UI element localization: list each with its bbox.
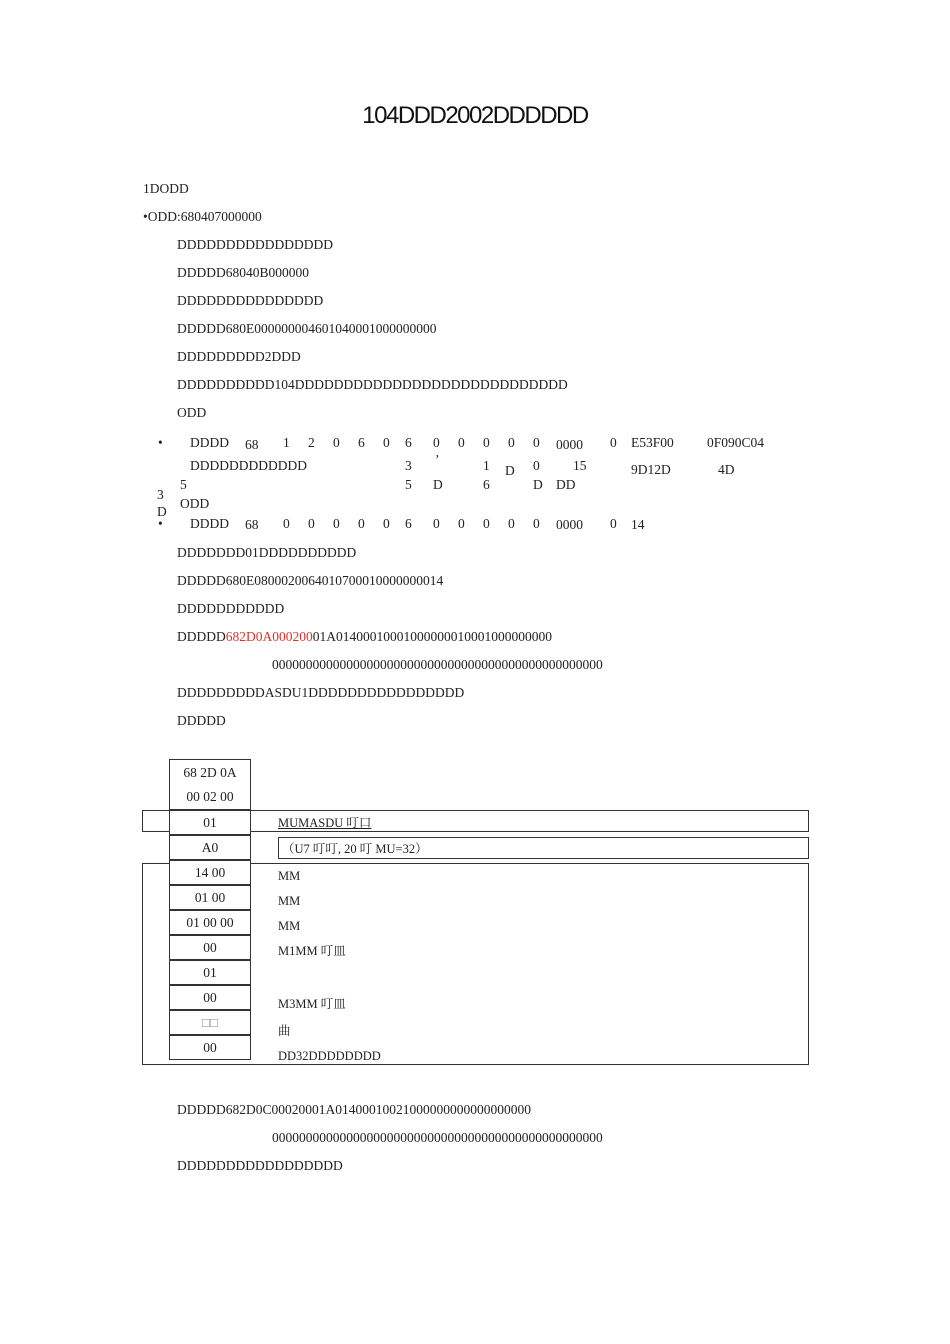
- byte-cut: D: [433, 477, 443, 492]
- byte-cut: DD: [556, 477, 576, 492]
- row-label: DDDD: [190, 435, 229, 450]
- table-cell: 00: [169, 935, 251, 960]
- text-line: DDDDDDDDDDDDDDDD: [177, 237, 333, 252]
- text-line: DDDDDDDDDDDDDDDDD: [177, 1158, 343, 1173]
- text-line: DDDDDDDDDDD: [177, 601, 285, 616]
- text-line: DDDDDDDDD2DDD: [177, 349, 301, 364]
- text-line: DDDDD68040B000000: [177, 265, 310, 280]
- byte-cut: D: [533, 477, 543, 492]
- table-cell: □□: [169, 1010, 251, 1035]
- odd-line: •ODD:680407000000: [143, 209, 262, 224]
- byte-cell: 14: [631, 517, 645, 532]
- text-line: DDDDDDD01DDDDDDDDDD: [177, 545, 357, 560]
- byte-cell: 0: [483, 435, 490, 450]
- frame-header-highlight: 682D0A000200: [225, 629, 313, 644]
- field-description: 曲: [278, 1024, 291, 1038]
- byte-cell: 0: [283, 516, 290, 531]
- byte-cell: 0: [308, 516, 315, 531]
- byte-row-2: [140, 512, 820, 536]
- byte-cell: 0: [508, 516, 515, 531]
- table-cell: 01: [169, 960, 251, 985]
- asdu-description: MUMASDU 叮口: [278, 816, 372, 830]
- byte-cell: E53F00: [631, 435, 674, 450]
- field-description: M1MM 叮皿: [278, 944, 346, 958]
- table-cell: A0: [169, 835, 251, 860]
- byte-cut: 6: [483, 477, 490, 492]
- byte-sub: 15: [573, 458, 587, 473]
- byte-cell: 0000: [556, 437, 583, 452]
- table-cell: 01 00: [169, 885, 251, 910]
- text-line: DDDDD: [177, 713, 226, 728]
- fragment-text: 3: [157, 487, 164, 502]
- byte-cell: 0: [358, 516, 365, 531]
- bullet: •: [158, 435, 163, 450]
- byte-sub: ’: [435, 452, 440, 467]
- byte-cell: 0: [508, 435, 515, 450]
- frame-body: 01A01400010001000000010001000000000: [312, 629, 552, 644]
- byte-cell: 6: [405, 516, 412, 531]
- byte-cell: 0: [333, 516, 340, 531]
- table-cell: 00 02 00: [169, 785, 251, 810]
- text-line: ODD: [177, 405, 207, 420]
- text-line: DDDDD682D0C00020001A01400010021000000000000000000: [177, 1102, 531, 1117]
- byte-sub: 1: [483, 458, 490, 473]
- row-label-sub: DDDDDDDDDDDD: [190, 458, 307, 473]
- byte-cell: 0: [383, 435, 390, 450]
- field-description: MM: [278, 919, 301, 933]
- fragment-text: D: [157, 504, 167, 519]
- byte-sub: 3: [405, 458, 412, 473]
- byte-cell: 0000: [556, 517, 583, 532]
- byte-cell: 0: [483, 516, 490, 531]
- byte-cell: 0: [610, 435, 617, 450]
- byte-cut: 5: [405, 477, 412, 492]
- byte-cell: 68: [245, 437, 259, 452]
- byte-cell: 0: [433, 435, 440, 450]
- byte-cell: 68: [245, 517, 259, 532]
- frame-continuation: 0000000000000000000000000000000000000000000000000: [272, 657, 603, 672]
- text-line: DDDDDDDDDD104DDDDDDDDDDDDDDDDDDDDDDDDDDDD: [177, 377, 568, 392]
- field-description: MM: [278, 894, 301, 908]
- odd-heading: ODD: [180, 496, 210, 511]
- byte-cell: 1: [283, 435, 290, 450]
- bullet: •: [158, 516, 163, 531]
- byte-sub: 4D: [718, 462, 735, 477]
- table-cell: 00: [169, 985, 251, 1010]
- byte-cell: 0: [533, 516, 540, 531]
- table-cell: 14 00: [169, 860, 251, 885]
- table-cell: 00: [169, 1035, 251, 1060]
- text-line: DDDDDDDDDASDU1DDDDDDDDDDDDDDDD: [177, 685, 465, 700]
- byte-cell: 2: [308, 435, 315, 450]
- table-cell: 01 00 00: [169, 910, 251, 935]
- byte-sub: 9D12D: [631, 462, 671, 477]
- byte-cell: 0: [383, 516, 390, 531]
- text-line: DDDDD680E000000004601040001000000000: [177, 321, 437, 336]
- byte-cell: 6: [405, 435, 412, 450]
- byte-cell: 0: [533, 435, 540, 450]
- byte-sub: D: [505, 463, 515, 478]
- left-fragment: [155, 485, 171, 519]
- vsq-description: （U7 叮叮, 20 叮 MU=32）: [282, 842, 428, 856]
- table-cell: 01: [169, 810, 251, 835]
- byte-cut: 5: [180, 477, 187, 492]
- text-line: DDDDD680E0800020064010700010000000014: [177, 573, 444, 588]
- byte-row-1: [140, 430, 820, 492]
- byte-cell: 0F090C04: [707, 435, 765, 450]
- byte-cell: 0: [610, 516, 617, 531]
- byte-cell: 0: [458, 516, 465, 531]
- row-label: DDDD: [190, 516, 229, 531]
- byte-cell: 0: [458, 435, 465, 450]
- text-line: DDDDDDDDDDDDDDD: [177, 293, 324, 308]
- byte-cell: 0: [333, 435, 340, 450]
- byte-cell: 0: [433, 516, 440, 531]
- page-title: 104DDD2002DDDDDD: [362, 102, 588, 129]
- byte-cell: 6: [358, 435, 365, 450]
- table-cell: 68 2D 0A: [169, 759, 251, 785]
- field-description: MM: [278, 869, 301, 883]
- byte-sub: 0: [533, 458, 540, 473]
- frame-prefix: DDDDD: [177, 629, 226, 644]
- field-description: DD32DDDDDDDD: [278, 1049, 381, 1063]
- field-description: M3MM 叮皿: [278, 997, 346, 1011]
- section-heading: 1DODD: [143, 181, 189, 196]
- frame-line: [177, 629, 552, 645]
- frame-continuation: 0000000000000000000000000000000000000000000000000: [272, 1130, 603, 1145]
